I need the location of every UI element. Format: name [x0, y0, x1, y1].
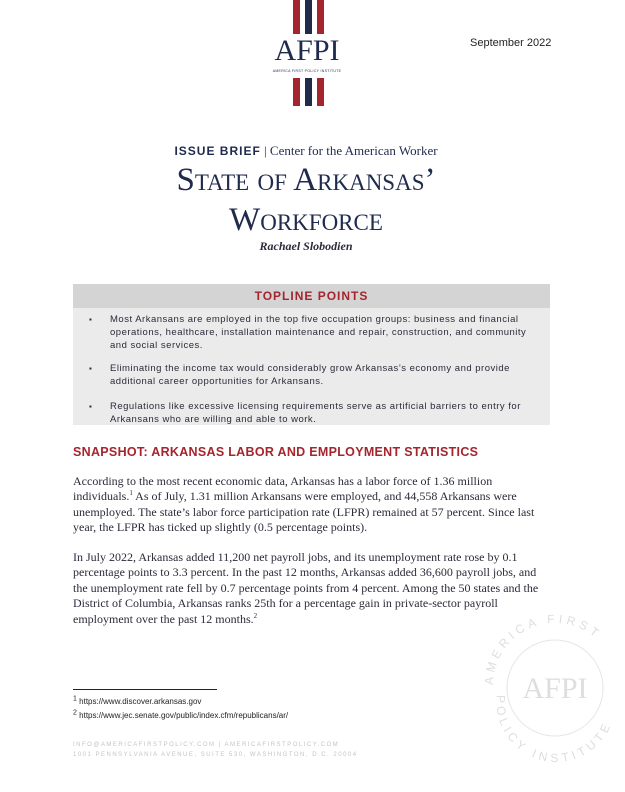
logo-stripe-red [293, 78, 300, 106]
footnote-ref[interactable]: 1 [129, 489, 133, 498]
afpi-logo [262, 0, 352, 110]
section-heading: SNAPSHOT: ARKANSAS LABOR AND EMPLOYMENT STATISTICS [73, 445, 479, 459]
paragraph-text: As of July, 1.31 million Arkansans were employed, and 44,558 Arkansans were unemployed. The state’s labor force participation rate (LFPR) remained at 57 percent. Since last year, the LFPR has ticked up slightly (0.5 percentage points). [73, 489, 535, 535]
footer-contact: INFO@AMERICAFIRSTPOLICY.COM | AMERICAFIRSTPOLICY.COM [73, 742, 340, 748]
footnote-ref[interactable]: 2 [253, 611, 258, 620]
footnote-number: 2 [73, 709, 77, 717]
footer-address: 1001 PENNSYLVANIA AVENUE, SUITE 530, WASHINGTON, D.C. 20004 [73, 752, 358, 758]
separator: | [264, 143, 267, 158]
footnote [73, 697, 201, 706]
topline-points-box [73, 284, 550, 425]
topline-heading: TOPLINE POINTS [73, 284, 550, 308]
logo-wordmark: AFPI [274, 34, 340, 67]
paragraph-text: According to the most recent economic data, Arkansas has a labor force of 1.36 million individuals. [73, 474, 493, 504]
logo-stripe-red [293, 0, 300, 34]
seal-wordmark: AFPI [522, 672, 588, 705]
footnote-divider [73, 689, 217, 690]
body-paragraph [73, 550, 543, 627]
logo-stripe-red [317, 78, 324, 106]
logo-stripe-red [317, 0, 324, 34]
seal-ring-top: AMERICA FIRST [481, 611, 605, 686]
body-paragraph [73, 474, 543, 536]
topline-point: ▪ Eliminating the income tax would considerably grow Arkansas’s economy and provide additional career opportunities for Arkansans. [110, 362, 542, 388]
footnote-link[interactable]: https://www.discover.arkansas.gov [79, 697, 202, 706]
topline-point: ▪ Most Arkansans are employed in the top five occupation groups: business and financial operations, healthcare, installation maintenance and repair, construction, and community and social services. [110, 313, 542, 352]
seal-ring-bottom: POLICY INSTITUTE [493, 694, 615, 766]
footnote-link[interactable]: https://www.jec.senate.gov/public/index.cfm/republicans/ar/ [79, 711, 289, 720]
footnote-number: 1 [73, 695, 77, 703]
topline-point: ▪ Regulations like excessive licensing requirements serve as artificial barriers to entry for Arkansans who are willing and able to work. [110, 400, 542, 426]
document-title-line-2: Workforce [229, 202, 383, 238]
footnote [73, 711, 288, 720]
issue-label: ISSUE BRIEF [174, 144, 261, 158]
paragraph-text: In July 2022, Arkansas added 11,200 net payroll jobs, and its unemployment rate rose by 0.1 percentage points to 3.3 percent. In the past 12 months, Arkansas added 36,600 payroll jobs, and the unemployment rate fell by 0.7 percentage points from 4 percent. Among the 50 states and the District of Columbia, Arkansas ranks 25th for a percentage gain in private-sector payroll employment over the past 12 months. [73, 550, 539, 626]
center-name: Center for the American Worker [269, 143, 438, 158]
logo-subtitle: AMERICA FIRST POLICY INSTITUTE [272, 69, 342, 73]
document-title-line-1: State of Arkansas’ [176, 162, 436, 198]
logo-stripe-navy [305, 0, 312, 34]
publication-date: September 2022 [470, 37, 552, 49]
logo-stripe-navy [305, 78, 312, 106]
issue-line [0, 143, 612, 159]
author: Rachael Slobodien [259, 239, 353, 253]
afpi-seal-watermark [475, 600, 625, 770]
